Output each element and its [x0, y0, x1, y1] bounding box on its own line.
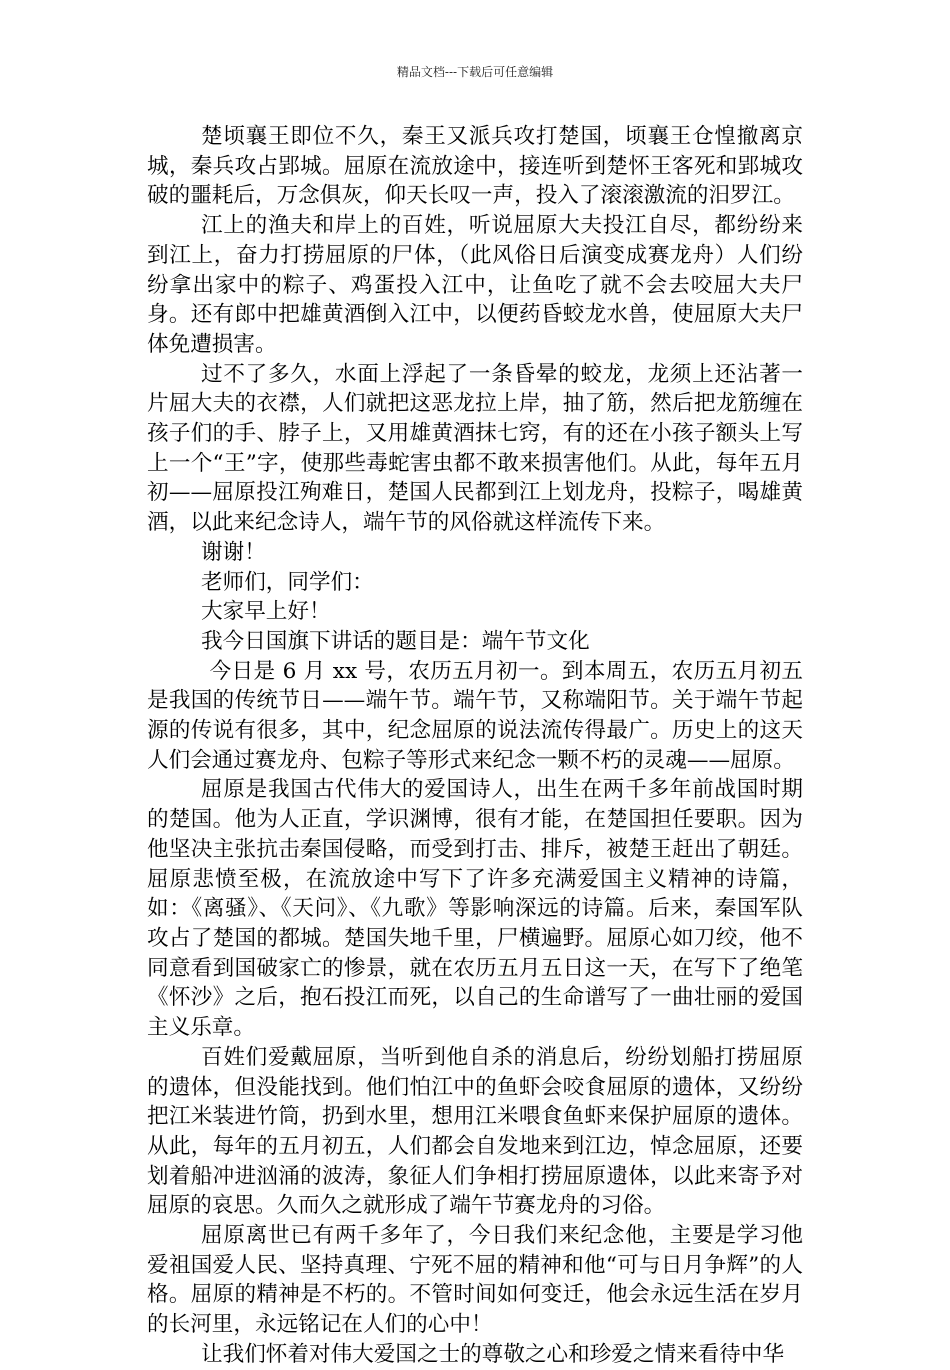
paragraph: 今日是 6 月 xx 号，农历五月初一。到本周五，农历五月初五是我国的传统节日——端午节。端午节，又称端阳节。关于端午节起源的传说有很多，其中，纪念屈原的说法流传得最广。历史上的这天人们会通过赛龙舟、包粽子等形式来纪念一颗不朽的灵魂——屈原。 [147, 658, 803, 773]
paragraph: 让我们怀着对伟大爱国之士的尊敬之心和珍爱之情来看待中华 [201, 1341, 785, 1367]
page-header: 精品文档---下载后可任意编辑 [396, 65, 554, 79]
document-body [147, 122, 803, 1370]
paragraph: 屈原离世已有两千多年了，今日我们来纪念他，主要是学习他爱祖国爱人民、坚持真理、宁死不屈的精神和他“可与日月争辉”的人格。屈原的精神是不朽的。不管时间如何变迁，他会永远生活在岁月的长河里，永远铭记在人们的心中！ [147, 1223, 803, 1338]
paragraph: 屈原是我国古代伟大的爱国诗人，出生在两千多年前战国时期的楚国。他为人正直，学识渊博，很有才能，在楚国担任要职。因为他坚决主张抗击秦国侵略，而受到打击、排斥，被楚王赶出了朝廷。屈原悲愤至极，在流放途中写下了许多充满爱国主义精神的诗篇，如：《离骚》、《天问》、《九歌》等影响深远的诗篇。后来，秦国军队攻占了楚国的都城。楚国失地千里，尸横遍野。屈原心如刀绞，他不同意看到国破家亡的惨景，就在农历五月五日这一天，在写下了绝笔《怀沙》之后，抱石投江而死，以自己的生命谱写了一曲壮丽的爱国主义乐章。 [147, 777, 803, 1041]
paragraph: 我今日国旗下讲话的题目是：端午节文化 [201, 628, 590, 654]
paragraph: 楚顷襄王即位不久，秦王又派兵攻打楚国，顷襄王仓惶撤离京城，秦兵攻占郢城。屈原在流放途中，接连听到楚怀王客死和郢城攻破的噩耗后，万念俱灰，仰天长叹一声，投入了滚滚激流的汨罗江。 [147, 124, 803, 209]
paragraph: 过不了多久，水面上浮起了一条昏晕的蛟龙，龙须上还沾著一片屈大夫的衣襟，人们就把这恶龙拉上岸，抽了筋，然后把龙筋缠在孩子们的手、脖子上，又用雄黄酒抹七窍，有的还在小孩子额头上写上一个“王”字，使那些毒蛇害虫都不敢来损害他们。从此，每年五月初——屈原投江殉难日，楚国人民都到江上划龙舟，投粽子，喝雄黄酒，以此来纪念诗人，端午节的风俗就这样流传下来。 [147, 361, 803, 536]
paragraph: 江上的渔夫和岸上的百姓，听说屈原大夫投江自尽，都纷纷来到江上，奋力打捞屈原的尸体，（此风俗日后演变成赛龙舟）人们纷纷拿出家中的粽子、鸡蛋投入江中，让鱼吃了就不会去咬屈大夫尸身。还有郎中把雄黄酒倒入江中，以便药昏蛟龙水兽，使屈原大夫尸体免遭损害。 [147, 213, 803, 357]
paragraph: 老师们，同学们： [201, 569, 374, 595]
paragraph: 大家早上好！ [201, 599, 331, 625]
paragraph: 百姓们爱戴屈原，当听到他自杀的消息后，纷纷划船打捞屈原的遗体，但没能找到。他们怕江中的鱼虾会咬食屈原的遗体，又纷纷把江米装进竹筒，扔到水里，想用江米喂食鱼虾来保护屈原的遗体。从此，每年的五月初五，人们都会自发地来到江边，悼念屈原，还要划着船冲进汹涌的波涛，象征人们争相打捞屈原遗体，以此来寄予对屈原的哀思。久而久之就形成了端午节赛龙舟的习俗。 [147, 1044, 803, 1219]
paragraph: 谢谢！ [201, 539, 266, 565]
